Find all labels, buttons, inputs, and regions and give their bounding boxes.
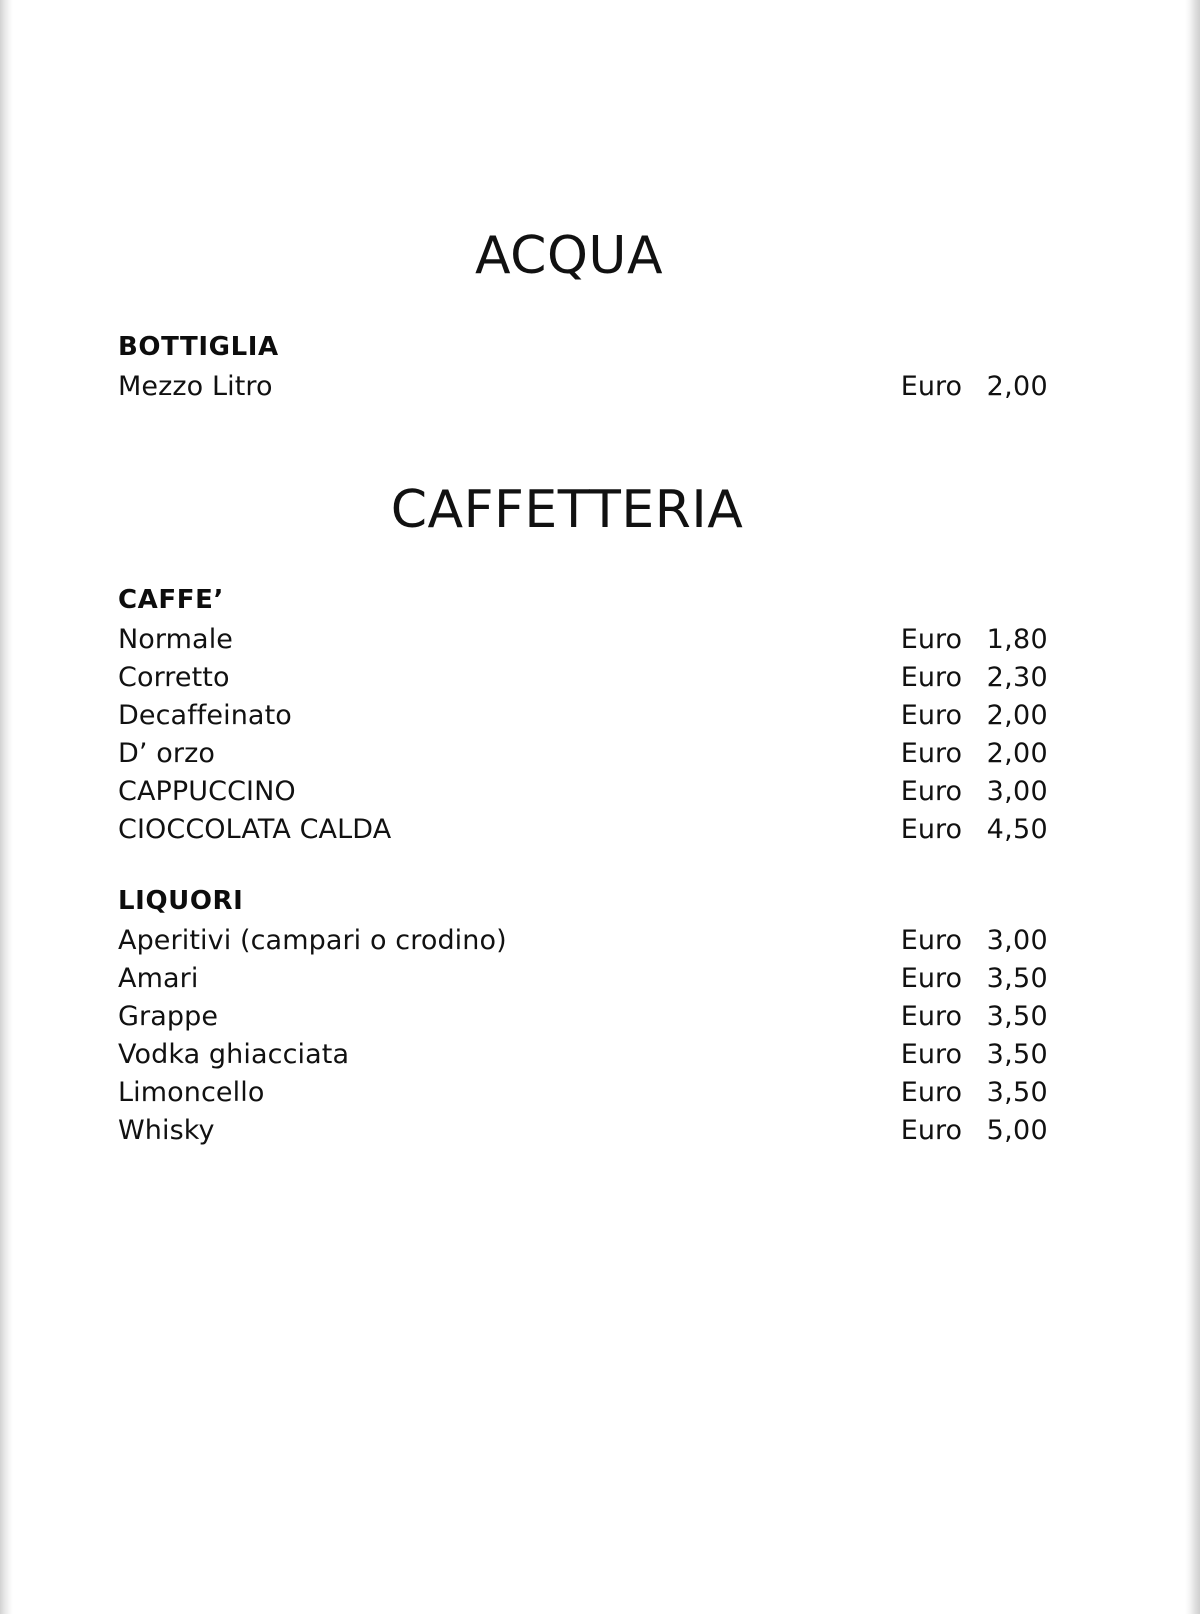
section-title-acqua: ACQUA — [474, 226, 664, 286]
price-currency: Euro — [900, 776, 962, 807]
menu-row — [118, 922, 1048, 960]
menu-row — [118, 960, 1048, 998]
price-amount: 5,00 — [986, 1115, 1048, 1146]
menu-row — [118, 735, 1048, 773]
item-name: Amari — [118, 963, 199, 994]
price-currency: Euro — [900, 925, 962, 956]
item-name: Whisky — [118, 1115, 215, 1146]
menu-row — [118, 659, 1048, 697]
price-amount: 2,00 — [986, 700, 1048, 731]
menu-group-bottiglia — [118, 330, 1048, 406]
price-amount: 2,00 — [986, 371, 1048, 402]
price-amount: 3,50 — [986, 1039, 1048, 1070]
menu-row — [118, 697, 1048, 735]
item-name: Decaffeinato — [118, 700, 292, 731]
item-name: D’ orzo — [118, 738, 215, 769]
price-amount: 3,50 — [986, 1077, 1048, 1108]
price-currency: Euro — [900, 700, 962, 731]
price-amount: 4,50 — [986, 814, 1048, 845]
price-amount: 2,00 — [986, 738, 1048, 769]
group-heading-bottiglia: BOTTIGLIA — [118, 332, 279, 362]
price-currency: Euro — [900, 624, 962, 655]
item-name: CIOCCOLATA CALDA — [118, 814, 392, 845]
item-name: Normale — [118, 624, 234, 655]
menu-group-liquori — [118, 884, 1048, 1150]
price-currency: Euro — [900, 662, 962, 693]
menu-row — [118, 811, 1048, 849]
menu-row — [118, 773, 1048, 811]
item-name: Vodka ghiacciata — [118, 1039, 350, 1070]
menu-row — [118, 368, 1048, 406]
price-currency: Euro — [900, 1001, 962, 1032]
group-heading-liquori: LIQUORI — [118, 886, 244, 916]
price-amount: 1,80 — [986, 624, 1048, 655]
item-name: Grappe — [118, 1001, 219, 1032]
item-name: Corretto — [118, 662, 230, 693]
price-currency: Euro — [900, 1115, 962, 1146]
price-currency: Euro — [900, 371, 962, 402]
price-currency: Euro — [900, 963, 962, 994]
menu-row — [118, 1074, 1048, 1112]
section-title-caffetteria: CAFFETTERIA — [390, 480, 744, 540]
price-currency: Euro — [900, 738, 962, 769]
item-name: CAPPUCCINO — [118, 776, 296, 807]
menu-row — [118, 621, 1048, 659]
menu-row — [118, 1036, 1048, 1074]
menu-row — [118, 998, 1048, 1036]
price-amount: 3,50 — [986, 1001, 1048, 1032]
price-currency: Euro — [900, 1039, 962, 1070]
price-currency: Euro — [900, 814, 962, 845]
menu-group-caffe — [118, 583, 1048, 849]
item-name: Aperitivi (campari o crodino) — [118, 925, 507, 956]
item-name: Mezzo Litro — [118, 371, 273, 402]
price-amount: 3,50 — [986, 963, 1048, 994]
menu-row — [118, 1112, 1048, 1150]
price-amount: 2,30 — [986, 662, 1048, 693]
price-currency: Euro — [900, 1077, 962, 1108]
price-amount: 3,00 — [986, 776, 1048, 807]
group-heading-caffe: CAFFE’ — [118, 585, 224, 615]
item-name: Limoncello — [118, 1077, 265, 1108]
price-amount: 3,00 — [986, 925, 1048, 956]
